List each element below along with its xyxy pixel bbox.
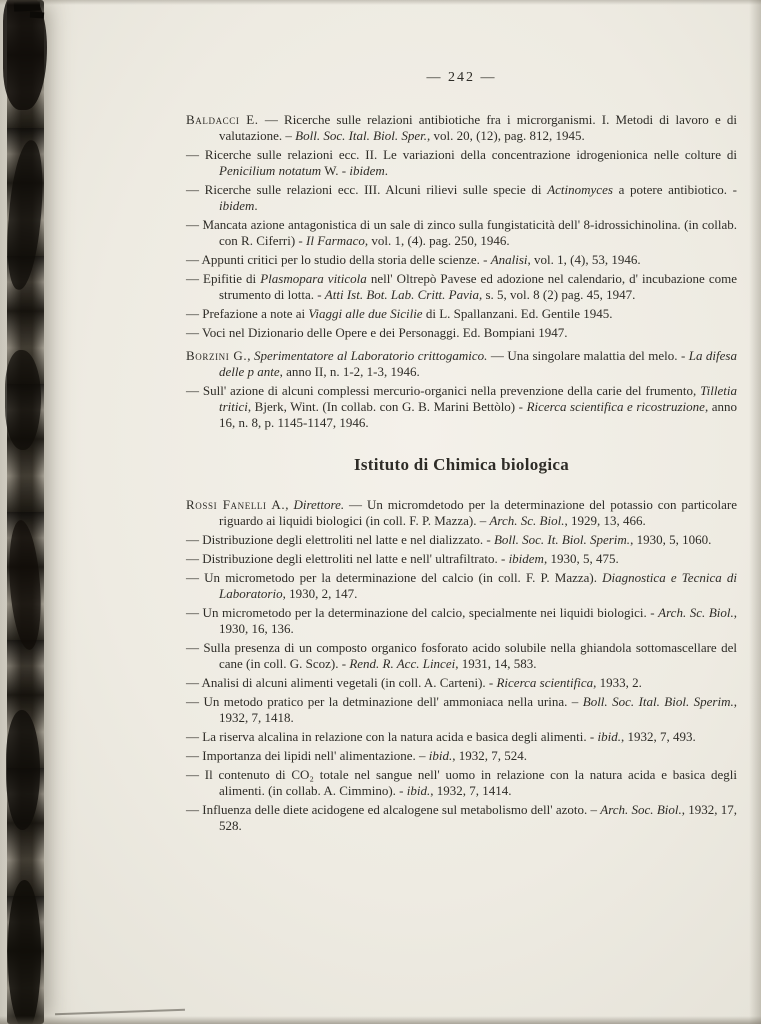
entry-text-segment: — Sull' azione di alcuni complessi mercurio-organici nella prevenzione della carie del frumento, [186, 383, 701, 398]
bibliography-entry [186, 252, 737, 268]
bibliography-entry [186, 694, 737, 726]
bibliography-entry [186, 497, 737, 529]
entry-text-segment: Boll. Soc. Ital. Biol. Sper. [295, 128, 427, 143]
bibliography-entry [186, 306, 737, 322]
bibliography-entry [186, 182, 737, 214]
entry-text-segment: , 1932, 7, 524. [452, 748, 528, 763]
page-number: — 242 — [426, 70, 497, 85]
entry-text-segment: . [384, 163, 388, 178]
bibliography-section-borzini [186, 348, 737, 431]
entry-text-segment: , vol. 1, (4), 53, 1946. [527, 252, 641, 267]
entry-text-segment: Ricerca scientifica [496, 675, 594, 690]
bibliography-entry [186, 532, 737, 548]
bibliography-entry [186, 748, 737, 764]
entry-text-segment: — Voci nel Dizionario delle Opere e dei Personaggi. Ed. Bompiani 1947. [186, 325, 568, 340]
entry-text-segment: , 1932, 7, 493. [620, 729, 696, 744]
entry-text-segment: Diagnostica e Tecnica di Laboratorio [219, 570, 737, 601]
entry-text-segment: — Ricerche sulle relazioni ecc. II. Le variazioni della concentrazione idrogenionica nelle colture di [186, 147, 737, 162]
bibliography-entry [186, 729, 737, 745]
entry-text-segment: , s. 5, vol. 8 (2) pag. 45, 1947. [479, 287, 636, 302]
entry-text-segment: — Un micrometodo per la determinazione del calcio, specialmente nei liquidi biologici. - [186, 605, 659, 620]
entry-text-segment: — Importanza dei lipidi nell' alimentazione. – [186, 748, 429, 763]
scan-artifact [8, 880, 41, 1024]
entry-text-segment: , [247, 348, 254, 363]
bibliography-entry [186, 675, 737, 691]
bibliography-entry [186, 383, 737, 431]
entry-text-segment: , 1930, 5, 1060. [630, 532, 712, 547]
entry-text-segment: — Un metodo pratico per la detminazione dell' ammoniaca nella urina. – [186, 694, 583, 709]
bibliography-entry [186, 147, 737, 179]
entry-text-segment: , 1929, 13, 466. [564, 513, 646, 528]
entry-text-segment: di L. Spallanzani. Ed. Gentile 1945. [422, 306, 613, 321]
entry-text-segment: — La riserva alcalina in relazione con la natura acida e basica degli alimenti. - [186, 729, 598, 744]
entry-text-segment: Arch. Sc. Biol. [489, 513, 565, 528]
scan-artifact [5, 350, 41, 450]
scan-edge-bottom [0, 1016, 761, 1024]
bibliography-entry [186, 802, 737, 834]
entry-text-segment: ibid. [406, 783, 431, 798]
entry-text-segment: Analisi [490, 252, 528, 267]
scan-edge-top [0, 0, 761, 5]
entry-text-segment: — Un micromdetodo per la determinazione del potassio con particolare riguardo ai liquidi biologici (in coll. F. P. Mazza). – [219, 497, 738, 528]
bibliography-entry [186, 348, 737, 380]
scan-artifact [6, 710, 40, 830]
entry-text-segment: , [285, 497, 294, 512]
entry-text-segment: — Un micrometodo per la determinazione del calcio (in coll. F. P. Mazza). [186, 570, 603, 585]
entry-text-segment: , 1930, 2, 147. [282, 586, 358, 601]
entry-text-segment: — Mancata azione antagonistica di un sale di zinco sulla fungistaticità dell' 8-idrossichinolina. (in collab. con R. Ciferri) - [186, 217, 737, 248]
bibliography-entry [186, 570, 737, 602]
scanned-binding-edge [0, 0, 90, 1024]
bibliography-entry [186, 605, 737, 637]
entry-text-segment: Actinomyces [547, 182, 613, 197]
entry-text-segment: W. - [321, 163, 350, 178]
entry-text-segment: , 1933, 2. [593, 675, 642, 690]
entry-text-segment: , Bjerk, Wint. (In collab. con G. B. Marini Bettòlo) - [247, 399, 527, 414]
entry-text-segment: Borzini G. [186, 348, 248, 363]
entry-text-segment: Arch. Soc. Biol. [600, 802, 682, 817]
entry-text-segment: — Una singolare malattia del melo. - [487, 348, 689, 363]
entry-text-segment: , 1931, 14, 583. [455, 656, 537, 671]
entry-text-segment: , 1932, 7, 1418. [219, 694, 737, 725]
entry-text-segment: — Distribuzione degli elettroliti nel latte e nell' ultrafiltrato. - [186, 551, 509, 566]
entry-text-segment: . [254, 198, 258, 213]
entry-text-segment: Il Farmaco [306, 233, 365, 248]
entry-text-segment: Arch. Sc. Biol. [658, 605, 734, 620]
entry-text-segment: , vol. 1, (4). pag. 250, 1946. [364, 233, 510, 248]
bibliography-entry [186, 640, 737, 672]
entry-text-segment: Sperimentatore al Laboratorio crittogamico. [253, 348, 488, 363]
scan-artifact [30, 12, 44, 19]
entry-text-segment: Viaggi alle due Sicilie [308, 306, 423, 321]
entry-text-segment: nell' Oltrepò Pavese ed adozione nel calendario, d' incubazione come strumento di lotta. - [219, 271, 737, 302]
entry-text-segment: — Il contenuto di CO₂ totale nel sangue nell' uomo in relazione con la natura acida e basica degli alimenti. (in collab. A. Cimmino). - [186, 767, 737, 798]
entry-text-segment: a potere antibiotico. - [612, 182, 737, 197]
entry-text-segment: Rend. R. Acc. Lincei [349, 656, 456, 671]
entry-text-segment: , 1930, 5, 475. [543, 551, 619, 566]
entry-text-segment: — Ricerche sulle relazioni antibiotiche fra i microrganismi. I. Metodi di lavoro e di valutazione. – [219, 112, 738, 143]
scan-artifact [14, 1, 40, 11]
entry-text-segment: Baldacci E. [186, 112, 259, 127]
section-heading: Istituto di Chimica biologica [353, 455, 570, 474]
scan-artifact [6, 519, 45, 651]
entry-text-segment: , anno 16, n. 8, p. 1145-1147, 1946. [219, 399, 738, 430]
entry-text-segment: ibidem [219, 198, 255, 213]
entry-text-segment: , 1930, 16, 136. [219, 605, 737, 636]
entry-text-segment: — Analisi di alcuni alimenti vegetali (in coll. A. Carteni). - [186, 675, 497, 690]
entry-text-segment: ibidem [508, 551, 544, 566]
entry-text-segment: Boll. Soc. Ital. Biol. Sperim. [582, 694, 734, 709]
bibliography-entry [186, 217, 737, 249]
scan-artifact [3, 0, 47, 110]
entry-text-segment: Atti Ist. Bot. Lab. Critt. Pavia [324, 287, 479, 302]
bibliography-entry [186, 325, 737, 341]
entry-text-segment: , vol. 20, (12), pag. 812, 1945. [426, 128, 585, 143]
book-spine-shadow [7, 0, 44, 1024]
entry-text-segment: ibid. [428, 748, 453, 763]
entry-text-segment: Tilletia tritici [219, 383, 737, 414]
entry-text-segment: Penicilium notatum [219, 163, 322, 178]
page-content [186, 70, 737, 837]
bibliography-section-baldacci [186, 112, 737, 341]
bibliography-entry [186, 112, 737, 144]
bibliography-entry [186, 551, 737, 567]
bibliography-section-rossi-fanelli [186, 497, 737, 834]
entry-text-segment: — Epifitie di [186, 271, 261, 286]
entry-text-segment: Direttore. [293, 497, 345, 512]
entry-text-segment: Plasmopara viticola [260, 271, 367, 286]
entry-text-segment: Rossi Fanelli A. [186, 497, 286, 512]
entry-text-segment: — Distribuzione degli elettroliti nel latte e nel dializzato. - [186, 532, 494, 547]
entry-text-segment: Ricerca scientifica e ricostruzione [526, 399, 705, 414]
entry-text-segment: ibidem [349, 163, 385, 178]
scan-edge-right [749, 0, 761, 1024]
scan-artifact [3, 139, 48, 291]
scan-edge-paper [0, 0, 90, 1024]
entry-text-segment: La difesa delle p ante [219, 348, 737, 379]
bibliography-entry [186, 767, 737, 799]
scan-artifact [55, 1009, 185, 1016]
entry-text-segment: — Prefazione a note ai [186, 306, 309, 321]
entry-text-segment: — Sulla presenza di un composto organico fosforato acido solubile nella ghiandola sottomascellare del cane (in coll. G. Scoz). - [186, 640, 737, 671]
entry-text-segment: , 1932, 7, 1414. [430, 783, 512, 798]
entry-text-segment: — Appunti critici per lo studio della storia delle scienze. - [186, 252, 491, 267]
entry-text-segment: ibid. [597, 729, 621, 744]
bibliography-entry [186, 271, 737, 303]
entry-text-segment: Boll. Soc. It. Biol. Sperim. [493, 532, 631, 547]
entry-text-segment: , 1932, 17, 528. [219, 802, 737, 833]
entry-text-segment: , anno II, n. 1-2, 1-3, 1946. [279, 364, 420, 379]
entry-text-segment: — Influenza delle diete acidogene ed alcalogene sul metabolismo dell' azoto. – [186, 802, 601, 817]
entry-text-segment: — Ricerche sulle relazioni ecc. III. Alcuni rilievi sulle specie di [186, 182, 548, 197]
